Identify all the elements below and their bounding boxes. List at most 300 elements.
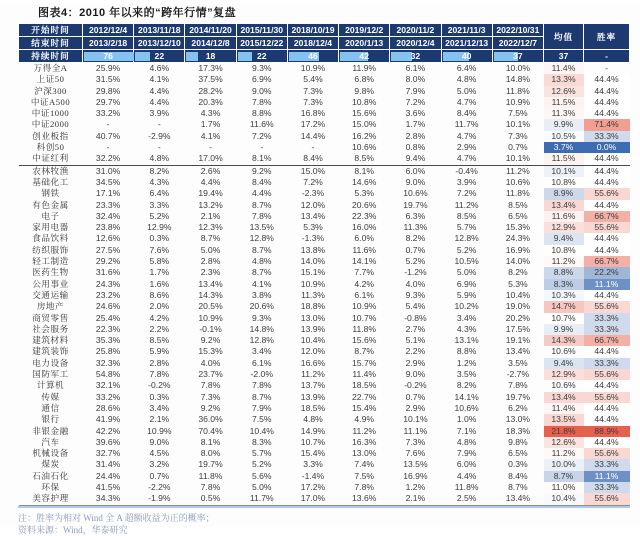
return-cell: 0.7% — [149, 470, 170, 481]
return-cell: 10.9% — [505, 96, 531, 107]
return-cell: 4.5% — [149, 448, 170, 459]
return-cell: 0.5% — [185, 493, 236, 505]
return-cell: 12.0% — [300, 199, 326, 210]
return-cell: 14.3% — [198, 289, 223, 300]
return-cell: 8.5% — [508, 199, 528, 210]
row-label: 基础化工 — [32, 176, 69, 187]
table-row — [19, 335, 630, 346]
row-label: 万得全A — [33, 63, 68, 73]
col-header-start-date-4: 2018/10/19 — [287, 24, 338, 37]
winrate-cell: - — [605, 63, 608, 73]
return-cell: 4.8% — [456, 436, 477, 447]
table-row — [19, 358, 630, 369]
return-cell: 8.2% — [149, 165, 170, 176]
return-cell: 31.0% — [95, 165, 121, 176]
return-cell: 1.7% — [405, 119, 426, 130]
table-row — [19, 222, 630, 233]
return-cell: - — [260, 142, 264, 153]
mean-cell: 10.8% — [544, 245, 584, 256]
return-cell: 17.2% — [300, 119, 326, 130]
row-label: 石油石化 — [32, 470, 69, 481]
return-cell: 13.9% — [300, 391, 326, 402]
return-cell: 32.4% — [95, 210, 121, 221]
report-figure-page — [0, 4, 640, 535]
return-cell: 5.7% — [251, 448, 272, 459]
return-cell: -1.3% — [301, 233, 325, 244]
table-row — [19, 97, 630, 108]
return-cell: -0.2% — [148, 380, 171, 391]
return-cell: 3.4% — [251, 346, 272, 357]
return-cell: 0.7% — [508, 142, 528, 153]
row-label: 轻工制造 — [32, 256, 69, 267]
return-cell: 3.9% — [149, 108, 170, 119]
return-cell: 8.0% — [200, 448, 221, 459]
return-cell: - — [106, 142, 110, 153]
return-cell: 18.3% — [505, 425, 531, 436]
return-cell: 16.9% — [403, 470, 428, 481]
return-cell: 5.3% — [508, 278, 528, 289]
return-cell: 24.6% — [95, 301, 121, 312]
return-cell: 7.8% — [251, 380, 272, 391]
table-row — [19, 301, 630, 312]
return-cell: 12.3% — [198, 222, 223, 233]
return-cell: 5.2% — [251, 459, 272, 470]
mean-cell: 10.1% — [544, 165, 584, 177]
return-cell: 5.9% — [149, 346, 170, 357]
return-cell: 0.3% — [508, 459, 528, 470]
return-cell: 19.7% — [198, 459, 223, 470]
return-cell: 29.7% — [95, 96, 121, 107]
table-row — [19, 313, 630, 324]
return-cell: 8.0% — [405, 74, 426, 85]
return-cell: 40.7% — [95, 130, 121, 141]
return-cell: -0.1% — [199, 323, 222, 334]
mean-cell: 9.9% — [544, 119, 584, 130]
return-cell: 2.6% — [200, 165, 221, 176]
return-cell: 3.5% — [456, 369, 477, 380]
table-row — [19, 131, 630, 142]
return-cell: 5.4% — [405, 301, 426, 312]
winrate-cell: 44.4% — [584, 403, 630, 414]
mean-cell: 9.4% — [544, 358, 584, 369]
table-row — [19, 177, 630, 188]
return-cell: 7.2% — [303, 176, 323, 187]
return-cell: 15.4% — [352, 402, 377, 413]
return-cell: 5.0% — [456, 85, 477, 96]
return-cell: 7.5% — [251, 414, 272, 425]
return-cell: 7.6% — [405, 448, 426, 459]
winrate-cell: 44.4% — [584, 97, 630, 108]
return-cell: 13.4% — [300, 210, 326, 221]
return-cell: 2.8% — [200, 256, 221, 267]
return-cell: 8.4% — [287, 153, 338, 165]
return-cell: 8.1% — [354, 165, 374, 176]
table-row — [19, 403, 630, 414]
return-cell: 2.2% — [405, 346, 426, 357]
mean-cell: 9.4% — [544, 233, 584, 244]
return-cell: 3.3% — [149, 199, 170, 210]
duration-cell-4 — [287, 50, 338, 63]
return-cell: 0.7% — [405, 391, 426, 402]
table-row — [19, 200, 630, 211]
return-cell: 5.0% — [200, 244, 221, 255]
col-header-mean: 均值 — [544, 24, 584, 50]
return-cell: 7.9% — [251, 402, 272, 413]
return-cell: -1.4% — [301, 470, 325, 481]
col-header-start-date-1: 2013/11/18 — [134, 24, 185, 37]
return-cell: 8.1% — [200, 436, 221, 447]
return-cell: 6.0% — [405, 165, 426, 176]
table-row — [19, 74, 630, 85]
return-cell: 2.2% — [149, 323, 170, 334]
return-cell: 19.4% — [198, 188, 223, 199]
corner-start-time: 开始时间 — [19, 24, 83, 37]
return-cell: 9.0% — [149, 436, 170, 447]
return-cell: 8.4% — [251, 176, 272, 187]
return-cell: 13.4% — [505, 346, 531, 357]
return-cell: 7.9% — [456, 448, 477, 459]
return-cell: 10.1% — [505, 119, 531, 130]
row-label: 商贸零售 — [32, 312, 69, 323]
return-cell: 9.4% — [390, 153, 441, 165]
return-cell: 2.7% — [405, 323, 426, 334]
return-cell: 27.5% — [95, 244, 121, 255]
winrate-cell: 55.6% — [584, 222, 630, 233]
return-cell: 17.0% — [185, 153, 236, 165]
mean-cell: 14.7% — [544, 301, 584, 312]
return-cell: 42.2% — [95, 425, 121, 436]
return-cell: 4.3% — [200, 108, 221, 119]
col-header-end-date-0: 2013/2/18 — [83, 37, 134, 50]
row-label: 医药生物 — [32, 267, 69, 278]
return-cell: 70.4% — [198, 425, 223, 436]
return-cell: 11.8% — [506, 85, 530, 96]
row-label: 通信 — [41, 402, 60, 413]
col-header-start-date-8: 2022/10/31 — [492, 24, 543, 37]
return-cell: 3.6% — [405, 108, 426, 119]
return-cell: 7.8% — [200, 380, 221, 391]
return-cell: 3.4% — [456, 312, 477, 323]
return-cell: 4.6% — [149, 63, 170, 73]
return-cell: -2.0% — [250, 369, 273, 380]
return-cell: 0.3% — [149, 233, 170, 244]
winrate-cell: 71.4% — [584, 119, 630, 130]
table-row — [19, 369, 630, 380]
row-label: 环保 — [41, 481, 60, 492]
return-cell: 10.9% — [147, 425, 172, 436]
return-cell: 4.1% — [200, 130, 221, 141]
return-cell: 8.7% — [251, 391, 272, 402]
row-label: 美容护理 — [19, 493, 83, 505]
return-cell: 6.4% — [456, 63, 477, 73]
return-cell: 0.7% — [405, 244, 426, 255]
table-row — [19, 245, 630, 256]
return-cell: 16.0% — [352, 222, 377, 233]
return-cell: 13.8% — [300, 244, 326, 255]
return-cell: 16.2% — [352, 130, 377, 141]
table-row — [19, 233, 630, 244]
return-cell: 2.3% — [200, 267, 221, 278]
return-cell: 2.5% — [441, 493, 492, 505]
return-cell: 5.0% — [456, 267, 477, 278]
row-label: 银行 — [41, 414, 60, 425]
winrate-cell: 44.4% — [584, 74, 630, 85]
mean-cell: 12.6% — [544, 86, 584, 97]
return-cell: 14.8% — [505, 74, 531, 85]
return-cell: 4.2% — [149, 312, 170, 323]
duration-winrate: - — [584, 50, 630, 63]
return-cell: 6.1% — [251, 357, 272, 368]
winrate-cell: 44.4% — [584, 165, 630, 177]
duration-cell-6 — [390, 50, 441, 63]
mean-cell: 10.7% — [544, 313, 584, 324]
return-cell: 4.4% — [200, 176, 221, 187]
return-cell: 13.2% — [198, 199, 223, 210]
return-cell: 15.3% — [505, 222, 531, 233]
return-cell: 4.1% — [251, 278, 272, 289]
table-row — [19, 493, 630, 505]
return-cell: 13.7% — [300, 380, 326, 391]
return-cell: 2.8% — [149, 357, 170, 368]
return-cell: 8.5% — [339, 153, 390, 165]
return-cell: 32.7% — [95, 448, 121, 459]
return-cell: 1.7% — [200, 119, 221, 130]
mean-cell: 8.8% — [544, 267, 584, 278]
winrate-cell: 33.3% — [584, 131, 630, 142]
mean-cell: 10.8% — [544, 177, 584, 188]
row-label: 农林牧渔 — [32, 165, 69, 176]
return-cell: 6.1% — [405, 63, 426, 73]
return-cell: 6.5% — [508, 448, 528, 459]
winrate-cell: 55.6% — [584, 493, 630, 505]
row-label: 国防军工 — [32, 369, 69, 380]
return-cell: 1.2% — [456, 357, 477, 368]
col-header-start-date-2: 2014/11/20 — [185, 24, 236, 37]
return-cell: 19.7% — [403, 199, 428, 210]
return-cell: 8.7% — [251, 267, 272, 278]
mean-cell: 10.3% — [544, 290, 584, 301]
return-cell: -0.8% — [404, 312, 427, 323]
return-cell: 17.3% — [198, 63, 223, 73]
return-cell: 8.5% — [149, 335, 170, 346]
return-cell: 14.0% — [300, 256, 326, 267]
return-cell: -0.2% — [404, 380, 427, 391]
return-cell: 3.4% — [149, 402, 170, 413]
return-cell: -2.7% — [506, 369, 530, 380]
return-cell: 4.3% — [149, 176, 170, 187]
return-cell: 11.2% — [301, 369, 325, 380]
row-label: 煤炭 — [41, 459, 60, 470]
winrate-cell: 44.4% — [584, 414, 630, 425]
return-cell: 9.3% — [251, 312, 272, 323]
return-cell: 8.7% — [251, 244, 272, 255]
return-cell: 17.5% — [505, 323, 531, 334]
mean-cell: 11.4% — [544, 403, 584, 414]
row-label: 家用电器 — [32, 222, 69, 233]
return-cell: 4.4% — [251, 188, 272, 199]
duration-value: 22 — [256, 51, 267, 61]
winrate-cell: 44.4% — [584, 153, 630, 165]
return-cell: 7.8% — [251, 96, 272, 107]
return-cell: 14.8% — [249, 323, 274, 334]
return-cell: 6.2% — [508, 402, 528, 413]
table-row — [19, 437, 630, 448]
return-cell: 4.0% — [200, 357, 221, 368]
return-cell: 5.7% — [456, 222, 477, 233]
table-wrapper — [18, 23, 630, 508]
table-row — [19, 188, 630, 199]
return-cell: 14.9% — [300, 425, 326, 436]
return-cell: -0.4% — [455, 165, 478, 176]
col-header-start-date-6: 2020/11/2 — [390, 24, 441, 37]
return-cell: 15.6% — [352, 108, 377, 119]
table-row — [19, 459, 630, 470]
return-cell: 4.8% — [251, 256, 272, 267]
return-cell: 17.0% — [287, 493, 338, 505]
col-header-end-date-4: 2018/12/4 — [287, 37, 338, 50]
return-cell: 7.8% — [508, 380, 528, 391]
return-cell: 13.4% — [198, 278, 223, 289]
return-cell: 32.2% — [83, 153, 134, 165]
col-header-end-date-5: 2020/1/13 — [339, 37, 390, 50]
return-cell: 31.4% — [95, 459, 121, 470]
return-cell: 18.5% — [352, 380, 377, 391]
mean-cell: 11.4% — [544, 63, 584, 75]
winrate-cell: 44.4% — [584, 200, 630, 211]
return-cell: 4.2% — [354, 278, 374, 289]
return-cell: 8.2% — [456, 380, 477, 391]
col-header-winrate: 胜率 — [584, 24, 630, 50]
return-cell: 5.8% — [149, 256, 170, 267]
return-cell: 25.4% — [95, 312, 121, 323]
mean-cell: 8.9% — [544, 188, 584, 199]
return-cell: 10.1% — [403, 414, 428, 425]
duration-cell-8 — [492, 50, 543, 63]
duration-bar — [391, 52, 412, 61]
return-cell: 7.8% — [200, 481, 221, 492]
return-cell: 13.1% — [454, 335, 479, 346]
return-cell: 8.1% — [236, 153, 287, 165]
row-label: 计算机 — [36, 380, 65, 391]
winrate-cell: 0.0% — [584, 142, 630, 153]
col-header-start-date-3: 2015/11/30 — [236, 24, 287, 37]
return-cell: 32.1% — [95, 380, 121, 391]
return-cell: 11.2% — [454, 199, 479, 210]
mean-cell: 11.6% — [544, 211, 584, 222]
row-label: 建筑材料 — [32, 335, 69, 346]
return-cell: 10.6% — [403, 188, 428, 199]
return-cell: 7.3% — [200, 391, 221, 402]
return-cell: 37.5% — [198, 74, 223, 85]
table-row — [19, 279, 630, 290]
return-cell: - — [209, 142, 212, 153]
mean-cell: 10.5% — [544, 131, 584, 142]
return-cell: 15.4% — [300, 448, 326, 459]
duration-value: 37 — [513, 51, 523, 61]
return-cell: 8.4% — [508, 470, 528, 481]
winrate-cell: 44.4% — [584, 108, 630, 119]
return-cell: 10.6% — [454, 402, 479, 413]
row-label: 电力设备 — [32, 357, 69, 368]
return-cell: 7.2% — [456, 188, 477, 199]
return-cell: -2.3% — [301, 188, 325, 199]
duration-cell-7 — [441, 50, 492, 63]
return-cell: 11.2% — [352, 425, 377, 436]
table-row — [19, 290, 630, 301]
return-cell: 11.8% — [198, 470, 223, 481]
return-cell: 0.3% — [149, 391, 170, 402]
return-cell: 4.4% — [149, 96, 170, 107]
return-cell: 31.6% — [95, 267, 121, 278]
row-label: 中证A500 — [30, 96, 71, 107]
return-cell: 13.5% — [249, 222, 274, 233]
return-cell: - — [106, 119, 110, 130]
return-cell: 7.6% — [149, 244, 170, 255]
return-cell: 8.3% — [251, 436, 272, 447]
mean-cell: 13.5% — [544, 414, 584, 425]
return-cell: 2.0% — [149, 301, 170, 312]
return-cell: 7.3% — [405, 436, 426, 447]
return-cell: 3.3% — [303, 459, 323, 470]
return-cell: 31.5% — [95, 74, 121, 85]
return-cell: - — [157, 119, 161, 130]
return-cell: 23.2% — [95, 289, 121, 300]
mean-cell: 3.7% — [544, 142, 584, 153]
return-cell: 2.1% — [149, 414, 170, 425]
return-cell: 10.7% — [300, 436, 326, 447]
winrate-cell: 55.6% — [584, 392, 630, 403]
return-cell: - — [157, 142, 161, 153]
mean-cell: 13.3% — [544, 74, 584, 85]
return-cell: 11.6% — [352, 244, 377, 255]
return-cell: 34.3% — [83, 493, 134, 505]
return-cell: 9.0% — [251, 85, 272, 96]
return-cell: 12.8% — [249, 233, 274, 244]
return-cell: 20.3% — [198, 96, 223, 107]
table-row — [19, 165, 630, 177]
return-cell: 24.3% — [95, 278, 121, 289]
row-label: 房地产 — [36, 301, 65, 312]
mean-cell: 11.5% — [544, 97, 584, 108]
return-cell: 11.7% — [454, 119, 479, 130]
return-cell: 13.4% — [492, 493, 543, 505]
return-cell: 17.1% — [95, 188, 121, 199]
return-cell: 2.9% — [405, 357, 426, 368]
return-cell: -2.9% — [148, 130, 171, 141]
return-cell: 5.9% — [456, 289, 477, 300]
return-cell: 13.5% — [403, 459, 428, 470]
table-row — [19, 482, 630, 493]
winrate-cell: 11.1% — [584, 279, 630, 290]
return-cell: 22.3% — [352, 210, 377, 221]
return-cell: 6.8% — [354, 74, 374, 85]
return-cell: 20.2% — [505, 312, 531, 323]
return-cell: 7.5% — [354, 470, 374, 481]
return-cell: 7.2% — [251, 130, 272, 141]
table-row — [19, 448, 630, 459]
row-label: 科创50 — [36, 142, 65, 153]
return-cell: 9.2% — [200, 335, 221, 346]
table-row — [19, 471, 630, 482]
row-label: 中证1000 — [31, 108, 70, 119]
winrate-cell: 44.4% — [584, 380, 630, 391]
table-row — [19, 256, 630, 267]
figure-title: 图表4：2010 年以来的“跨年行情”复盘 — [38, 7, 237, 19]
return-cell: 3.8% — [251, 289, 272, 300]
return-cell: 8.4% — [456, 108, 477, 119]
return-cell: 8.8% — [456, 346, 477, 357]
winrate-cell: 44.4% — [584, 86, 630, 97]
